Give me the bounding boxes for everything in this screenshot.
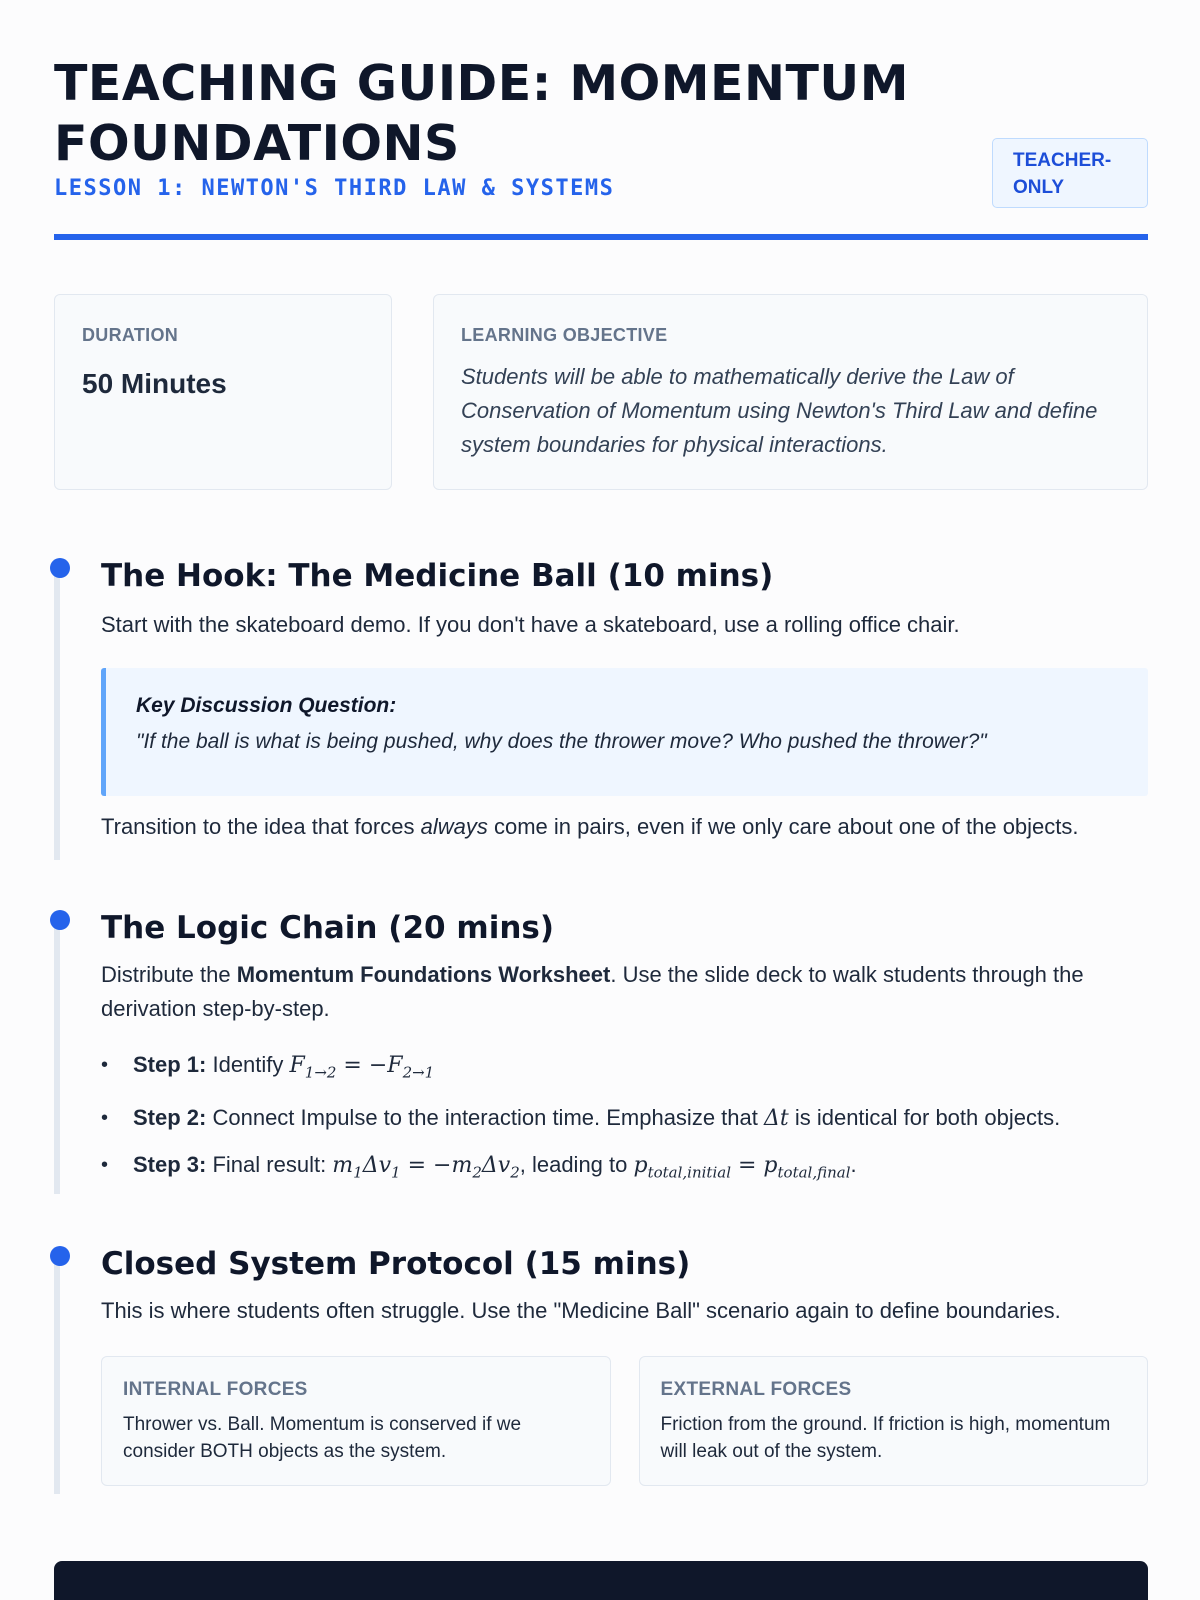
- discussion-callout: [101, 668, 1148, 796]
- list-item: • Step 1: Identify $F_{1\to 2} = -F_{2\to 1}$: [101, 1042, 1148, 1095]
- internal-forces-text: Thrower vs. Ball. Momentum is conserved if we consider BOTH objects as the system.: [123, 1414, 522, 1462]
- math-expression: $m_1\Delta v_1 = -m_2\Delta v_2$: [332, 1153, 520, 1182]
- external-forces-text: Friction from the ground. If friction is high, momentum will leak out of the system.: [660, 1414, 1111, 1462]
- timeline-track: [54, 914, 60, 1194]
- derivation-steps: [101, 1042, 1148, 1196]
- callout-quote: "If the ball is what is being pushed, why does the thrower move? Who pushed the thrower?": [136, 730, 987, 753]
- emphasis-always: always: [420, 814, 488, 839]
- section-title: The Hook: The Medicine Ball (10 mins): [101, 558, 774, 594]
- timeline-track: [54, 1250, 60, 1494]
- page-title: TEACHING GUIDE: MOMENTUM FOUNDATIONS: [54, 55, 909, 172]
- objective-text: Students will be able to mathematically derive the Law of Conservation of Momentum using Newton's Third Law and define system boundaries for physical interactions.: [461, 364, 1098, 457]
- math-expression: Δt: [763, 1106, 789, 1132]
- transition-text: Transition to the idea that forces always come in pairs, even if we only care about one of the objects.: [101, 814, 1079, 839]
- section-intro: Distribute the Momentum Foundations Worksheet. Use the slide deck to walk students through the derivation step-by-step.: [101, 962, 1084, 1021]
- timeline-dot: [50, 910, 70, 930]
- objective-card: [433, 294, 1148, 490]
- section-hook: [54, 556, 1148, 860]
- header-divider: [54, 234, 1148, 240]
- worksheet-name: Momentum Foundations Worksheet: [236, 962, 611, 987]
- list-item: • Step 3: Final result: $m_1\Delta v_1 = -m_2\Delta v_2$, leading to $p_{total,initial} = p_{total,final}$.: [101, 1142, 1148, 1195]
- timeline-dot: [50, 1246, 70, 1266]
- section-closed-system: [54, 1244, 1148, 1494]
- section-logic-chain: [54, 908, 1148, 1194]
- lesson-subtitle: LESSON 1: NEWTON'S THIRD LAW & SYSTEMS: [54, 176, 615, 201]
- section-title: The Logic Chain (20 mins): [101, 910, 555, 946]
- callout-label: Key Discussion Question:: [136, 694, 397, 717]
- teacher-only-badge: TEACHER-ONLY: [992, 138, 1148, 208]
- duration-value: 50 Minutes: [82, 368, 227, 399]
- footer-panel: [54, 1561, 1148, 1600]
- section-intro: Start with the skateboard demo. If you don't have a skateboard, use a rolling office chair.: [101, 612, 960, 637]
- objective-label: LEARNING OBJECTIVE: [461, 325, 668, 345]
- section-title: Closed System Protocol (15 mins): [101, 1246, 691, 1282]
- forces-row: [101, 1356, 1148, 1486]
- math-expression: $F_{1\to 2} = -F_{2\to 1}$: [289, 1053, 435, 1082]
- math-expression: $p_{total,initial} = p_{total,final}$: [633, 1153, 851, 1182]
- page-header: [54, 54, 1148, 201]
- duration-label: DURATION: [82, 325, 179, 345]
- duration-card: [54, 294, 392, 490]
- internal-forces-label: INTERNAL FORCES: [123, 1379, 308, 1400]
- external-forces-label: EXTERNAL FORCES: [660, 1379, 852, 1400]
- external-forces-card: [639, 1356, 1149, 1486]
- timeline-dot: [50, 558, 70, 578]
- list-item: • Step 2: Connect Impulse to the interaction time. Emphasize that Δt is identical for both objects.: [101, 1095, 1148, 1142]
- internal-forces-card: [101, 1356, 611, 1486]
- section-intro: This is where students often struggle. Use the "Medicine Ball" scenario again to define boundaries.: [101, 1298, 1061, 1323]
- timeline-track: [54, 562, 60, 860]
